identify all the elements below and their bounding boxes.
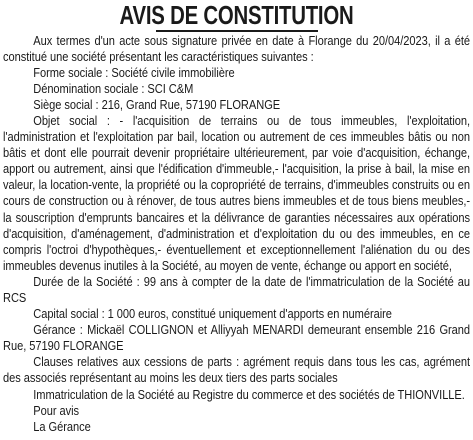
corporate-purpose-paragraph: Objet social : - l'acquisition de terrains ou de tous immeubles, l'exploitation, l'administration et l'exploitation par bail, location ou autrement de ces immeubles bâtis ou non bâtis et dont elle pourrait devenir propriétaire ultérieurement, par voie d'acquisition, échange, apport ou autrement, ainsi que l'édification d'immeuble,- l'acquisition, la prise à bail, la mise en valeur, la location-vente, la propriété ou la copropriété de terrains, d'immeubles construits ou en cours de construction ou à rénover, de tous autres biens immeubles et de tous biens meubles,- la souscription d'emprunts bancaires et la délivrance de garanties nécessaires aux opérations d'acquisition, d'aménagement, d'administration et d'exploitation du ou des immeubles, en ce compris l'octroi d'hypothèques,- éventuellement et exceptionnellement l'aliénation du ou des immeubles devenus inutiles à la Société, au moyen de vente, échange ou apport en société,: [3, 112, 471, 273]
title-underline: [156, 30, 318, 32]
legal-notice: [3, 2, 470, 435]
management-paragraph: Gérance : Mickaël COLLIGNON et Alliyyah MENARDI demeurant ensemble 216 Grand Rue, 57190 FLORANGE: [3, 322, 471, 354]
duration-paragraph: Durée de la Société : 99 ans à compter de la date de l'immatriculation de la Société au RCS: [3, 273, 471, 305]
share-capital-line: Capital social : 1 000 euros, constitué uniquement d'apports en numéraire: [33, 306, 392, 322]
share-transfer-clauses-paragraph: Clauses relatives aux cessions de parts : agrément requis dans tous les cas, agrément des associés représentant au moins les deux tiers des parts sociales: [3, 354, 471, 386]
company-name-line: Dénomination sociale : SCI C&M: [33, 80, 194, 96]
registered-office-line: Siège social : 216, Grand Rue, 57190 FLORANGE: [33, 96, 281, 112]
legal-form-line: Forme sociale : Société civile immobilière: [33, 64, 235, 80]
signature-line: La Gérance: [33, 418, 91, 434]
notice-title: AVIS DE CONSTITUTION: [119, 2, 354, 30]
intro-paragraph: Aux termes d'un acte sous signature privée en date à Florange du 20/04/2023, il a été constitué une société présentant les caractéristiques suivantes :: [3, 32, 471, 64]
closing-line: Pour avis: [33, 402, 80, 418]
registration-paragraph: Immatriculation de la Société au Registre du commerce et des sociétés de THIONVILLE.: [33, 386, 465, 402]
notice-body: [3, 33, 470, 435]
